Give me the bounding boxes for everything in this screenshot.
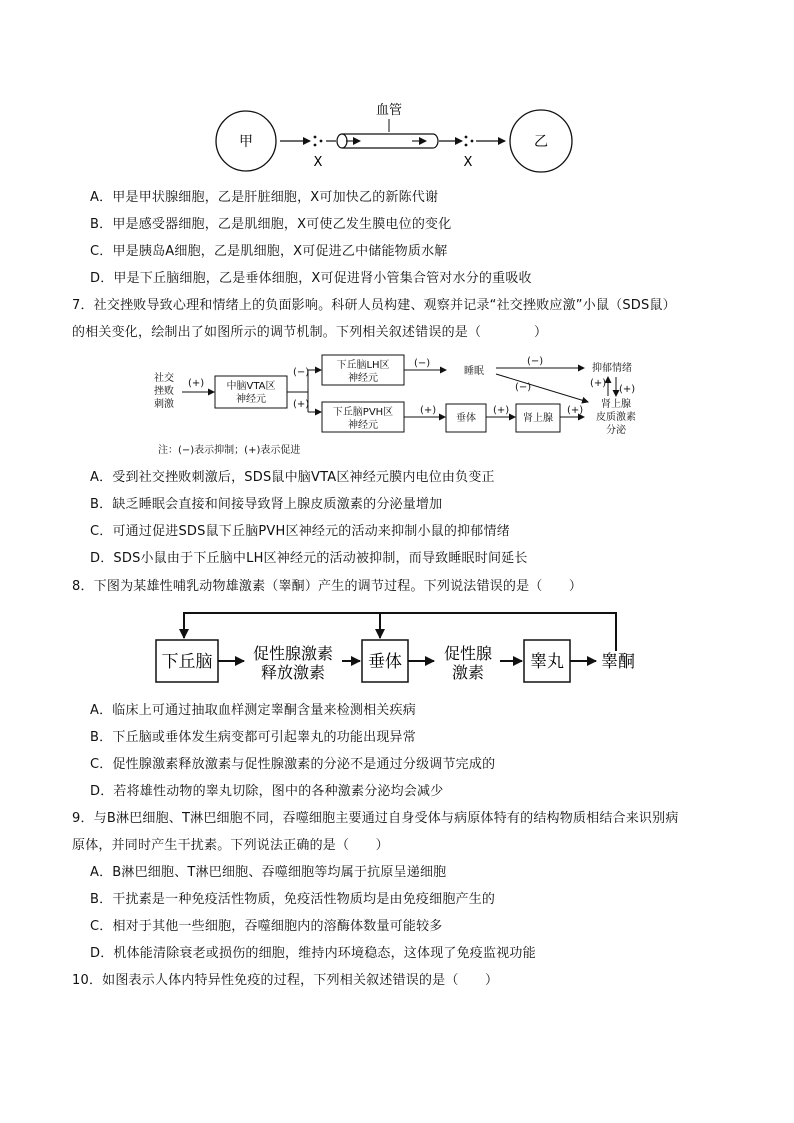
pvh-label: 神经元 — [348, 420, 378, 431]
q8-option-d[interactable]: D．若将雄性动物的睾丸切除，图中的各种激素分泌均会减少 — [90, 784, 444, 799]
effect-label: (−) — [414, 358, 431, 369]
stimulus-label: 社交 — [154, 373, 174, 384]
stimulus-label: 刺激 — [154, 399, 174, 410]
q7-option-d[interactable]: D．SDS小鼠由于下丘脑中LH区神经元的活动被抑制，而导致睡眠时间延长 — [90, 551, 528, 566]
arrow-sleep-adrenal — [496, 374, 588, 402]
vta-label: 中脑VTA区 — [226, 381, 276, 392]
q8-option-c[interactable]: C．促性腺激素释放激素与促性腺激素的分泌不是通过分级调节完成的 — [90, 757, 496, 772]
q6-option-a[interactable]: A．甲是甲状腺细胞，乙是肝脏细胞，X可加快乙的新陈代谢 — [90, 190, 439, 205]
pituitary-label: 垂体 — [368, 652, 402, 672]
molecule-dot — [465, 136, 468, 139]
q8-option-a[interactable]: A．临床上可通过抽取血样测定睾酮含量来检测相关疾病 — [90, 703, 416, 718]
q7-stem-line1: 7．社交挫败导致心理和情绪上的负面影响。科研人员构建、观察并记录“社交挫败应激”小鼠（SDS鼠） — [72, 298, 676, 313]
q9-option-b[interactable]: B．干扰素是一种免疫活性物质，免疫活性物质均是由免疫细胞产生的 — [90, 892, 496, 907]
q6-option-d[interactable]: D．甲是下丘脑细胞，乙是垂体细胞，X可促进肾小管集合管对水分的重吸收 — [90, 271, 532, 286]
hormone-label: 肾上腺 — [601, 399, 631, 410]
q7-stem-line2: 的相关变化，绘制出了如图所示的调节机制。下列相关叙述错误的是（ ） — [72, 325, 548, 340]
feedback-loop — [184, 613, 616, 651]
effect-label: (−) — [293, 367, 310, 378]
gth-label: 促性腺 — [443, 644, 493, 663]
effect-label: (+) — [619, 384, 636, 395]
q7-option-a[interactable]: A．受到社交挫败刺激后，SDS鼠中脑VTA区神经元膜内电位由负变正 — [90, 470, 495, 485]
effect-label: (+) — [420, 405, 437, 416]
molecule-dot — [471, 140, 474, 143]
grh-label: 促性腺激素 — [252, 644, 334, 663]
cell-yi-label: 乙 — [534, 134, 548, 150]
effect-label: (+) — [567, 405, 584, 416]
depression-label: 抑郁情绪 — [592, 363, 632, 374]
diagram-note: 注：(−)表示抑制；(+)表示促进 — [158, 445, 301, 456]
q6-option-c[interactable]: C．甲是胰岛A细胞，乙是肌细胞，X可促进乙中储能物质水解 — [90, 244, 448, 259]
testosterone-regulation-diagram — [150, 606, 650, 690]
x-label-right: X — [463, 155, 473, 170]
molecule-dot — [314, 144, 317, 147]
q7-option-c[interactable]: C．可通过促进SDS鼠下丘脑PVH区神经元的活动来抑制小鼠的抑郁情绪 — [90, 524, 510, 539]
molecule-dot — [465, 144, 468, 147]
testis-label: 睾丸 — [530, 652, 564, 672]
q9-option-c[interactable]: C．相对于其他一些细胞，吞噬细胞内的溶酶体数量可能较多 — [90, 919, 443, 934]
effect-label: (+) — [188, 378, 205, 389]
x-label-left: X — [313, 155, 323, 170]
vta-label: 神经元 — [236, 394, 266, 405]
signal-transport-diagram — [200, 92, 600, 184]
effect-label: (+) — [590, 378, 607, 389]
effect-label: (+) — [293, 399, 310, 410]
molecule-dot — [314, 136, 317, 139]
q8-stem: 8．下图为某雄性哺乳动物雄激素（睾酮）产生的调节过程。下列说法错误的是（ ） — [72, 579, 583, 594]
effect-label: (−) — [527, 356, 544, 367]
lh-label: 下丘脑LH区 — [336, 360, 390, 371]
sds-mechanism-diagram — [150, 350, 650, 460]
hormone-label: 分泌 — [606, 425, 626, 436]
q10-stem: 10．如图表示人体内特异性免疫的过程，下列相关叙述错误的是（ ） — [72, 973, 499, 988]
q6-option-b[interactable]: B．甲是感受器细胞，乙是肌细胞，X可使乙发生膜电位的变化 — [90, 217, 452, 232]
vessel-label: 血管 — [375, 103, 403, 118]
hormone-label: 皮质激素 — [596, 412, 636, 423]
q8-option-b[interactable]: B．下丘脑或垂体发生病变都可引起睾丸的功能出现异常 — [90, 730, 416, 745]
pvh-label: 下丘脑PVH区 — [332, 407, 394, 418]
grh-label: 释放激素 — [260, 663, 326, 682]
q7-option-b[interactable]: B．缺乏睡眠会直接和间接导致肾上腺皮质激素的分泌量增加 — [90, 497, 443, 512]
q9-option-d[interactable]: D．机体能清除衰老或损伤的细胞，维持内环境稳态，这体现了免疫监视功能 — [90, 946, 536, 961]
cell-jia-label: 甲 — [239, 134, 253, 150]
blood-vessel — [337, 134, 438, 148]
pituitary-label: 垂体 — [456, 413, 476, 424]
q9-stem-line1: 9．与B淋巴细胞、T淋巴细胞不同，吞噬细胞主要通过自身受体与病原体特有的结构物质相结合来识别病 — [72, 811, 679, 826]
lh-label: 神经元 — [348, 373, 378, 384]
molecule-dot — [320, 140, 323, 143]
q9-option-a[interactable]: A．B淋巴细胞、T淋巴细胞、吞噬细胞等均属于抗原呈递细胞 — [90, 865, 447, 880]
adrenal-label: 肾上腺 — [523, 413, 553, 424]
stimulus-label: 挫败 — [154, 386, 174, 397]
sleep-label: 睡眠 — [464, 366, 484, 377]
effect-label: (+) — [493, 405, 510, 416]
hypothalamus-label: 下丘脑 — [161, 652, 213, 672]
gth-label: 激素 — [451, 663, 485, 682]
effect-label: (−) — [515, 382, 532, 393]
testosterone-label: 睾酮 — [601, 652, 635, 672]
q9-stem-line2: 原体，并同时产生干扰素。下列说法正确的是（ ） — [72, 838, 389, 853]
